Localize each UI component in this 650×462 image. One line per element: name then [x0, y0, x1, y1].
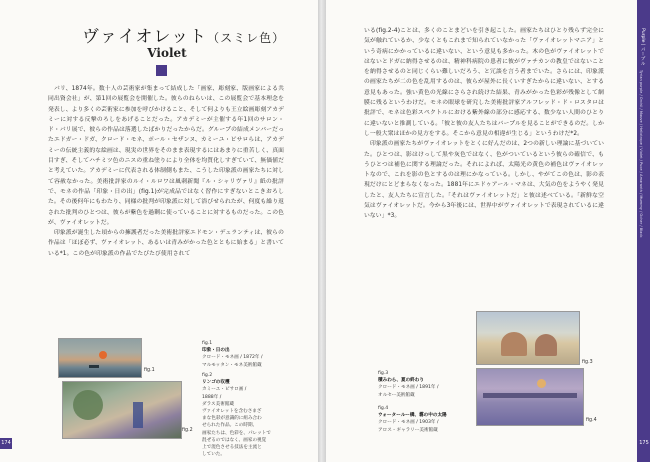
color-swatch — [156, 65, 167, 76]
figure-waterloo-bridge — [476, 368, 584, 426]
figure-shape — [133, 402, 143, 428]
caption-line: 上で混色させる技法を主流と — [202, 445, 262, 451]
tree-shape — [73, 390, 103, 420]
chapter-sidebar — [637, 0, 650, 462]
paragraph: パリ、1874年。数十人の芸術家が集まって結成した「画家、彫刻家、版画家による共同出資会社」が、第1回の展覧会を開催した。彼らのねらいは、この展覧会で基本理念を発表し、より多くの芸術家に参加を呼びかけること、そして何よりも王立絵画彫刻アカデミーに対する反撃のろしをあげることだった。アカデミーが主催する年1回のサロン・ド・パリ展で、彼らの作品は落選したばかりだったからだ。グループの結成メンバーだったエドガー・ドガ、クロード・モネ、ポール・セザンヌ、カミーユ・ピサロらは、アカデミーの伝統主義的な絵画は、現実の世界をそのまま表現するにはあまりに重苦しく、真面目すぎ、そしてハチミツ色のニスの重ね塗りにより全体を均質化しすぎていて、無価値だと考えていた。アカデミーに代表される体制側もまた、こうした印象派の画家たちに対して容赦なかった。美術批評家のルイ・ルロワは風刺新聞『ル・シャリヴァリ』紙の批評で、モネの作品「印象・日の出」(fig.1)が完成品ではなく習作にすぎないとこきおろした。その後何年にもわたり、同様の批判が印象派に対して浴びせられたが、何度も繰り返された批判のひとつは、彼らが紫色を過剰に使っていることに対するものだった。この色が、ヴァイオレットだ。 — [48, 86, 284, 226]
figure-number: fig.1 — [144, 368, 155, 373]
caption-line: ヴァイオレットを含むさまざ — [202, 409, 262, 415]
caption-fig4 — [378, 405, 476, 434]
figure-haystacks — [476, 311, 580, 365]
paragraph: いる(fig.2-4)ことは、多くのことまどいを引き起こした。画家たちはひとり残らず完全に気が触れているか、少なくともこれまで知られていなかった「ヴァイオレットマニア」という奇病にかかっているに違いない、という意見も多かった。木の色がヴァイオレットではないとドガに納得させるのは、精神科病院の患者に彼がヴァチカンの教皇ではないことを納得させるのと同じくらい難しいだろう、と冗談を言う者までいた。さらには、印象派の画家たちが二の色を乱用するのは、彼らが屋外に長くいすぎたからに違いない、とする意見もあった。強い黄色の光線にさらされ続けた結果、青みがかった色彩が残像として網膜に残るというわけだ。モネの眼球を研究した美術批評家アルフレッド・ド・ロスタロは批評で、モネは色彩スペクトルにおける紫外線の部分に感応する、数少ない人間のひとりに違いないと推測している。「彼と彼の友人たちはパープルを見ることができるのだ。しかし一般大衆はほかの見方をする。そこから意見の相違が生じる」というわけだ*2。 — [364, 28, 604, 137]
caption-number: fig.2 — [202, 373, 213, 378]
chapter-subtitle: Violet — [147, 46, 187, 60]
paragraph: 印象派の画家たちがヴァイオレットをとくに好んだのは、2つの新しい理論に基づいていた。ひとつは、影はけっして黒や灰色ではなく、色がついているという彼らの確信で、もうひとつは補色に関する理論だった。それによれば、太陽光の黄色の補色はヴァイオレットなので、これを影の色とするのは理にかなっている。しかし、やがてこの色は、影の表現だけにとどまらなくなった。1881年にエドゥアール・マネは、大気の色をようやく発見したと、友人たちに宣言した。「それはヴァイオレットだ」と彼は述べている。「新鮮な空気はヴァイオレットだ。今から3年後には、世界中がヴァイオレットで表現されているに違いない」*3。 — [364, 141, 604, 220]
caption-line: ダラス美術館蔵 — [202, 401, 235, 407]
caption-line: クロード・モネ画 / 1872年 / — [202, 355, 263, 361]
caption-number: fig.3 — [378, 371, 389, 376]
boat-shape — [89, 365, 99, 368]
caption-line: していた。 — [202, 452, 225, 458]
sidebar-sublabel: Tyrian purple / Orchil / Mauve / Heliotrope / Violet / Puce / Amaranth / Mummy / Ocher / Black — [639, 70, 643, 238]
caption-fig2 — [202, 372, 282, 458]
figure-number: fig.2 — [182, 428, 193, 433]
caption-line: 画家たちは、色彩を、パレットで — [202, 430, 271, 436]
caption-line: マルモッタン・モネ美術館蔵 — [202, 362, 262, 368]
title-paren: （スミレ色） — [207, 31, 286, 45]
sun-shape — [99, 351, 107, 359]
caption-title: リンゴの収穫 — [202, 380, 230, 386]
left-body-text — [48, 84, 284, 332]
right-body-text — [364, 26, 604, 270]
caption-line: オルセー美術館蔵 — [378, 392, 415, 398]
book-gutter — [318, 0, 326, 462]
figure-impression-sunrise — [58, 338, 142, 378]
bridge-shape — [483, 393, 577, 398]
caption-number: fig.1 — [202, 341, 213, 346]
haystack-shape — [501, 332, 527, 356]
caption-number: fig.4 — [378, 406, 389, 411]
title-main: ヴァイオレット — [82, 27, 208, 47]
right-page — [326, 0, 650, 462]
figure-apple-harvest — [62, 381, 182, 439]
caption-title: ウォータールー橋、霧の中の太陽 — [378, 413, 447, 419]
caption-fig1 — [202, 340, 288, 369]
paragraph: 印象派が誕生した頃からの擁護者だった美術批評家エドモン・デュランティは、彼らの作品は「ほぼ必ず、ヴァイオレット、あるいは青みがかった色とともに始まる」と書いている*1。この色が印象派の作品でたびたび使用されて — [48, 230, 284, 257]
page-number-left: 174 — [0, 438, 12, 449]
caption-title: 印象・日の出 — [202, 348, 230, 354]
caption-line: カミーユ・ピサロ画 / — [202, 387, 247, 393]
caption-fig3 — [378, 370, 474, 399]
sun-shape — [537, 379, 546, 388]
caption-line: アロス・ギャラリー美術館蔵 — [378, 427, 438, 433]
figure-number: fig.3 — [582, 360, 593, 365]
caption-line: 混ぜるのではなく、画家の視覚 — [202, 437, 267, 443]
figure-number: fig.4 — [586, 418, 597, 423]
sidebar-label: Purple | パープル — [640, 28, 645, 66]
caption-line: クロード・モネ画 / 1891年 / — [378, 385, 439, 391]
caption-line: クロード・モネ画 / 1903年 / — [378, 420, 439, 426]
caption-line: 1888年 / — [202, 394, 222, 400]
caption-line: まな色彩が意識的に組み合わ — [202, 416, 262, 422]
page-number-right: 175 — [638, 438, 650, 449]
caption-title: 積みわら、夏の終わり — [378, 378, 424, 384]
left-page — [0, 0, 318, 462]
chapter-title — [82, 22, 286, 47]
haystack-shape — [535, 334, 557, 356]
caption-line: せられた作品。この時期、 — [202, 423, 258, 429]
